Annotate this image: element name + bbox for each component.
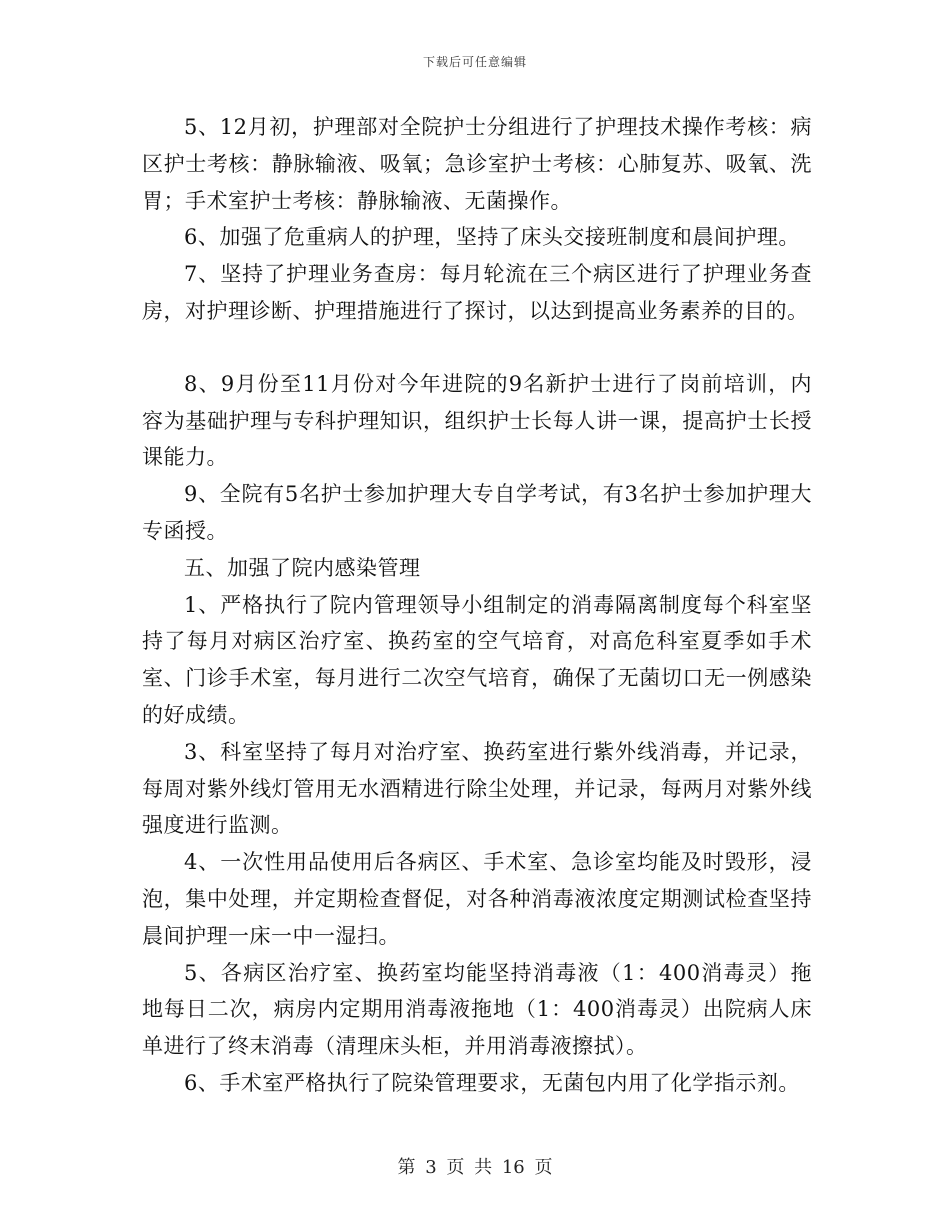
page-number-footer: 第 3 页 共 16 页	[397, 1157, 553, 1178]
paragraph-item-1-disinfection: 1、严格执行了院内管理领导小组制定的消毒隔离制度每个科室坚持了每月对病区治疗室、换药室的空气培育，对高危科室夏季如手术室、门诊手术室，每月进行二次空气培育，确保了无菌切口无一例感染的好成绩。	[142, 592, 812, 727]
paragraph-item-3-uv-disinfection: 3、科室坚持了每月对治疗室、换药室进行紫外线消毒，并记录，每周对紫外线灯管用无水酒精进行除尘处理，并记录，每两月对紫外线强度进行监测。	[142, 739, 812, 838]
paragraph-item-6-critical-care: 6、加强了危重病人的护理，坚持了床头交接班制度和晨间护理。	[184, 225, 800, 250]
paragraph-item-8-training: 8、9月份至11月份对今年进院的9名新护士进行了岗前培训，内容为基础护理与专科护理知识，组织护士长每人讲一课，提高护士长授课能力。	[142, 371, 812, 470]
section-heading-infection-control: 五、加强了院内感染管理	[184, 555, 421, 580]
paragraph-item-4-disposables: 4、一次性用品使用后各病区、手术室、急诊室均能及时毁形，浸泡，集中处理，并定期检查督促，对各种消毒液浓度定期测试检查坚持晨间护理一床一中一湿扫。	[142, 850, 812, 948]
paragraph-item-5-floor-mopping: 5、各病区治疗室、换药室均能坚持消毒液（1：400消毒灵）拖地每日二次，病房内定期用消毒液拖地（1：400消毒灵）出院病人床单进行了终末消毒（清理床头柜，并用消毒液擦拭）。	[142, 960, 812, 1059]
paragraph-item-7-ward-rounds: 7、坚持了护理业务查房：每月轮流在三个病区进行了护理业务查房，对护理诊断、护理措施进行了探讨，以达到提高业务素养的目的。	[142, 262, 812, 323]
paragraph-item-5-assessment: 5、12月初，护理部对全院护士分组进行了护理技术操作考核：病区护士考核：静脉输液、吸氧；急诊室护士考核：心肺复苏、吸氧、洗胃；手术室护士考核：静脉输液、无菌操作。	[142, 115, 812, 213]
paragraph-item-6-operating-room: 6、手术室严格执行了院染管理要求，无菌包内用了化学指示剂。	[184, 1070, 800, 1095]
document-body	[142, 109, 812, 1102]
paragraph-spacer	[142, 330, 812, 366]
paragraph-item-9-exams: 9、全院有5名护士参加护理大专自学考试，有3名护士参加护理大专函授。	[142, 482, 812, 543]
page-header: 下载后可任意编辑	[422, 55, 527, 69]
